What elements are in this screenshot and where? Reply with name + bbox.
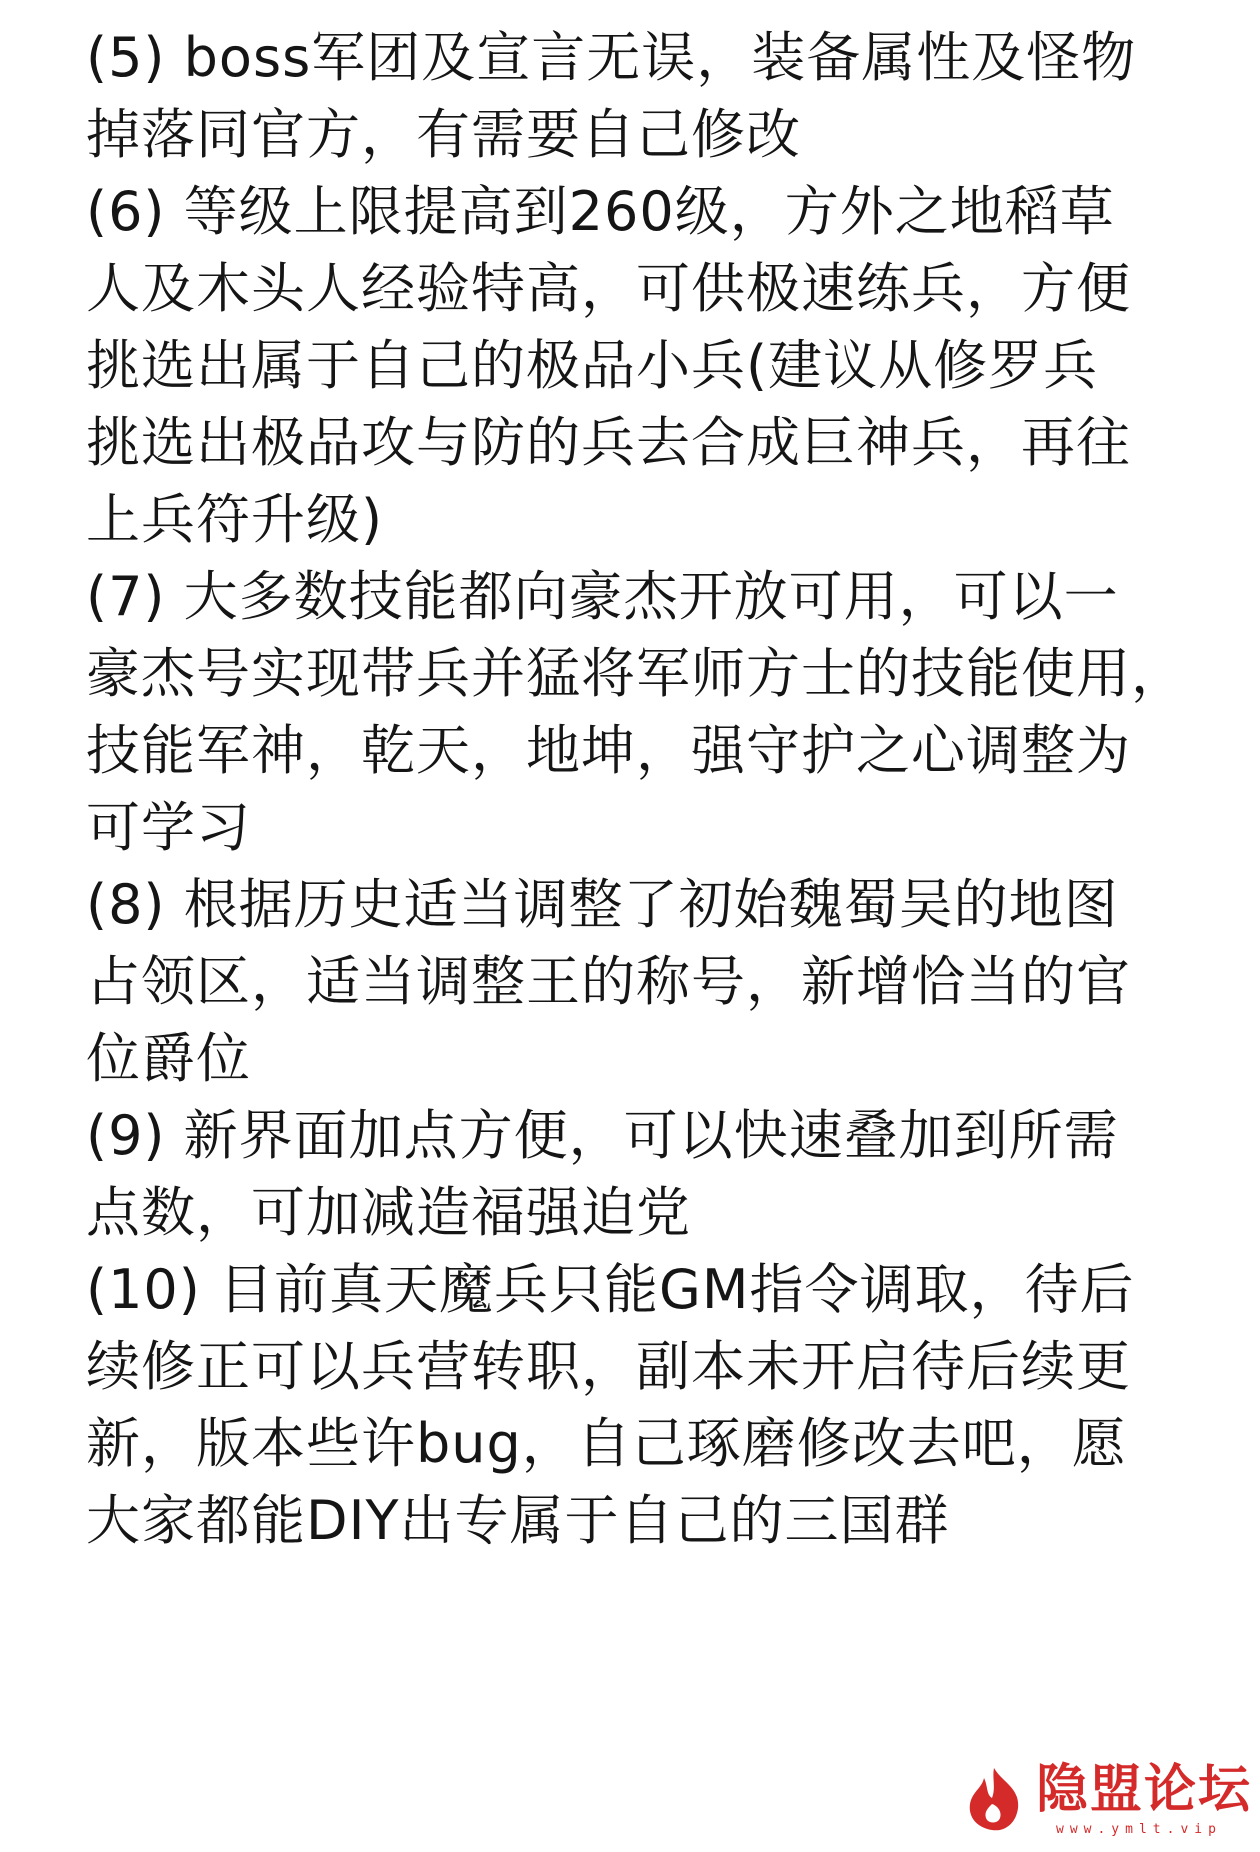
text-line: 点数，可加减造福强迫党	[86, 1181, 691, 1244]
text-line: 占领区，适当调整王的称号，新增恰当的官	[86, 950, 1131, 1013]
text-line: 续修正可以兵营转职，副本未开启待后续更	[86, 1335, 1131, 1398]
forum-watermark	[960, 1742, 1260, 1852]
text-line: (10) 目前真天魔兵只能GM指令调取，待后	[86, 1258, 1135, 1321]
text-line: 位爵位	[86, 1027, 251, 1090]
watermark-title: 隐盟论坛	[1036, 1759, 1253, 1820]
text-line: (8) 根据历史适当调整了初始魏蜀吴的地图	[86, 873, 1119, 936]
text-line: (5) boss军团及宣言无误，装备属性及怪物	[86, 26, 1137, 89]
flame-logo-icon	[962, 1764, 1026, 1834]
text-line: 挑选出极品攻与防的兵去合成巨神兵，再往	[86, 411, 1131, 474]
watermark-url: www.ymlt.vip	[1056, 1822, 1222, 1837]
text-line: 新，版本些许bug，自己琢磨修改去吧，愿	[86, 1412, 1127, 1475]
text-line: 人及木头人经验特高，可供极速练兵，方便	[86, 257, 1131, 320]
text-line: 技能军神，乾天，地坤，强守护之心调整为	[86, 719, 1131, 782]
text-line: 豪杰号实现带兵并猛将军师方士的技能使用，	[86, 642, 1186, 705]
text-line: 大家都能DIY出专属于自己的三国群	[86, 1489, 950, 1552]
text-line: 掉落同官方，有需要自己修改	[86, 103, 801, 166]
text-line: (6) 等级上限提高到260级，方外之地稻草	[86, 180, 1115, 243]
text-line: (7) 大多数技能都向豪杰开放可用，可以一	[86, 565, 1119, 628]
text-line: 挑选出属于自己的极品小兵(建议从修罗兵	[86, 334, 1099, 397]
text-line: 可学习	[86, 796, 251, 859]
text-line: 上兵符升级)	[86, 488, 384, 551]
text-line: (9) 新界面加点方便，可以快速叠加到所需	[86, 1104, 1119, 1167]
